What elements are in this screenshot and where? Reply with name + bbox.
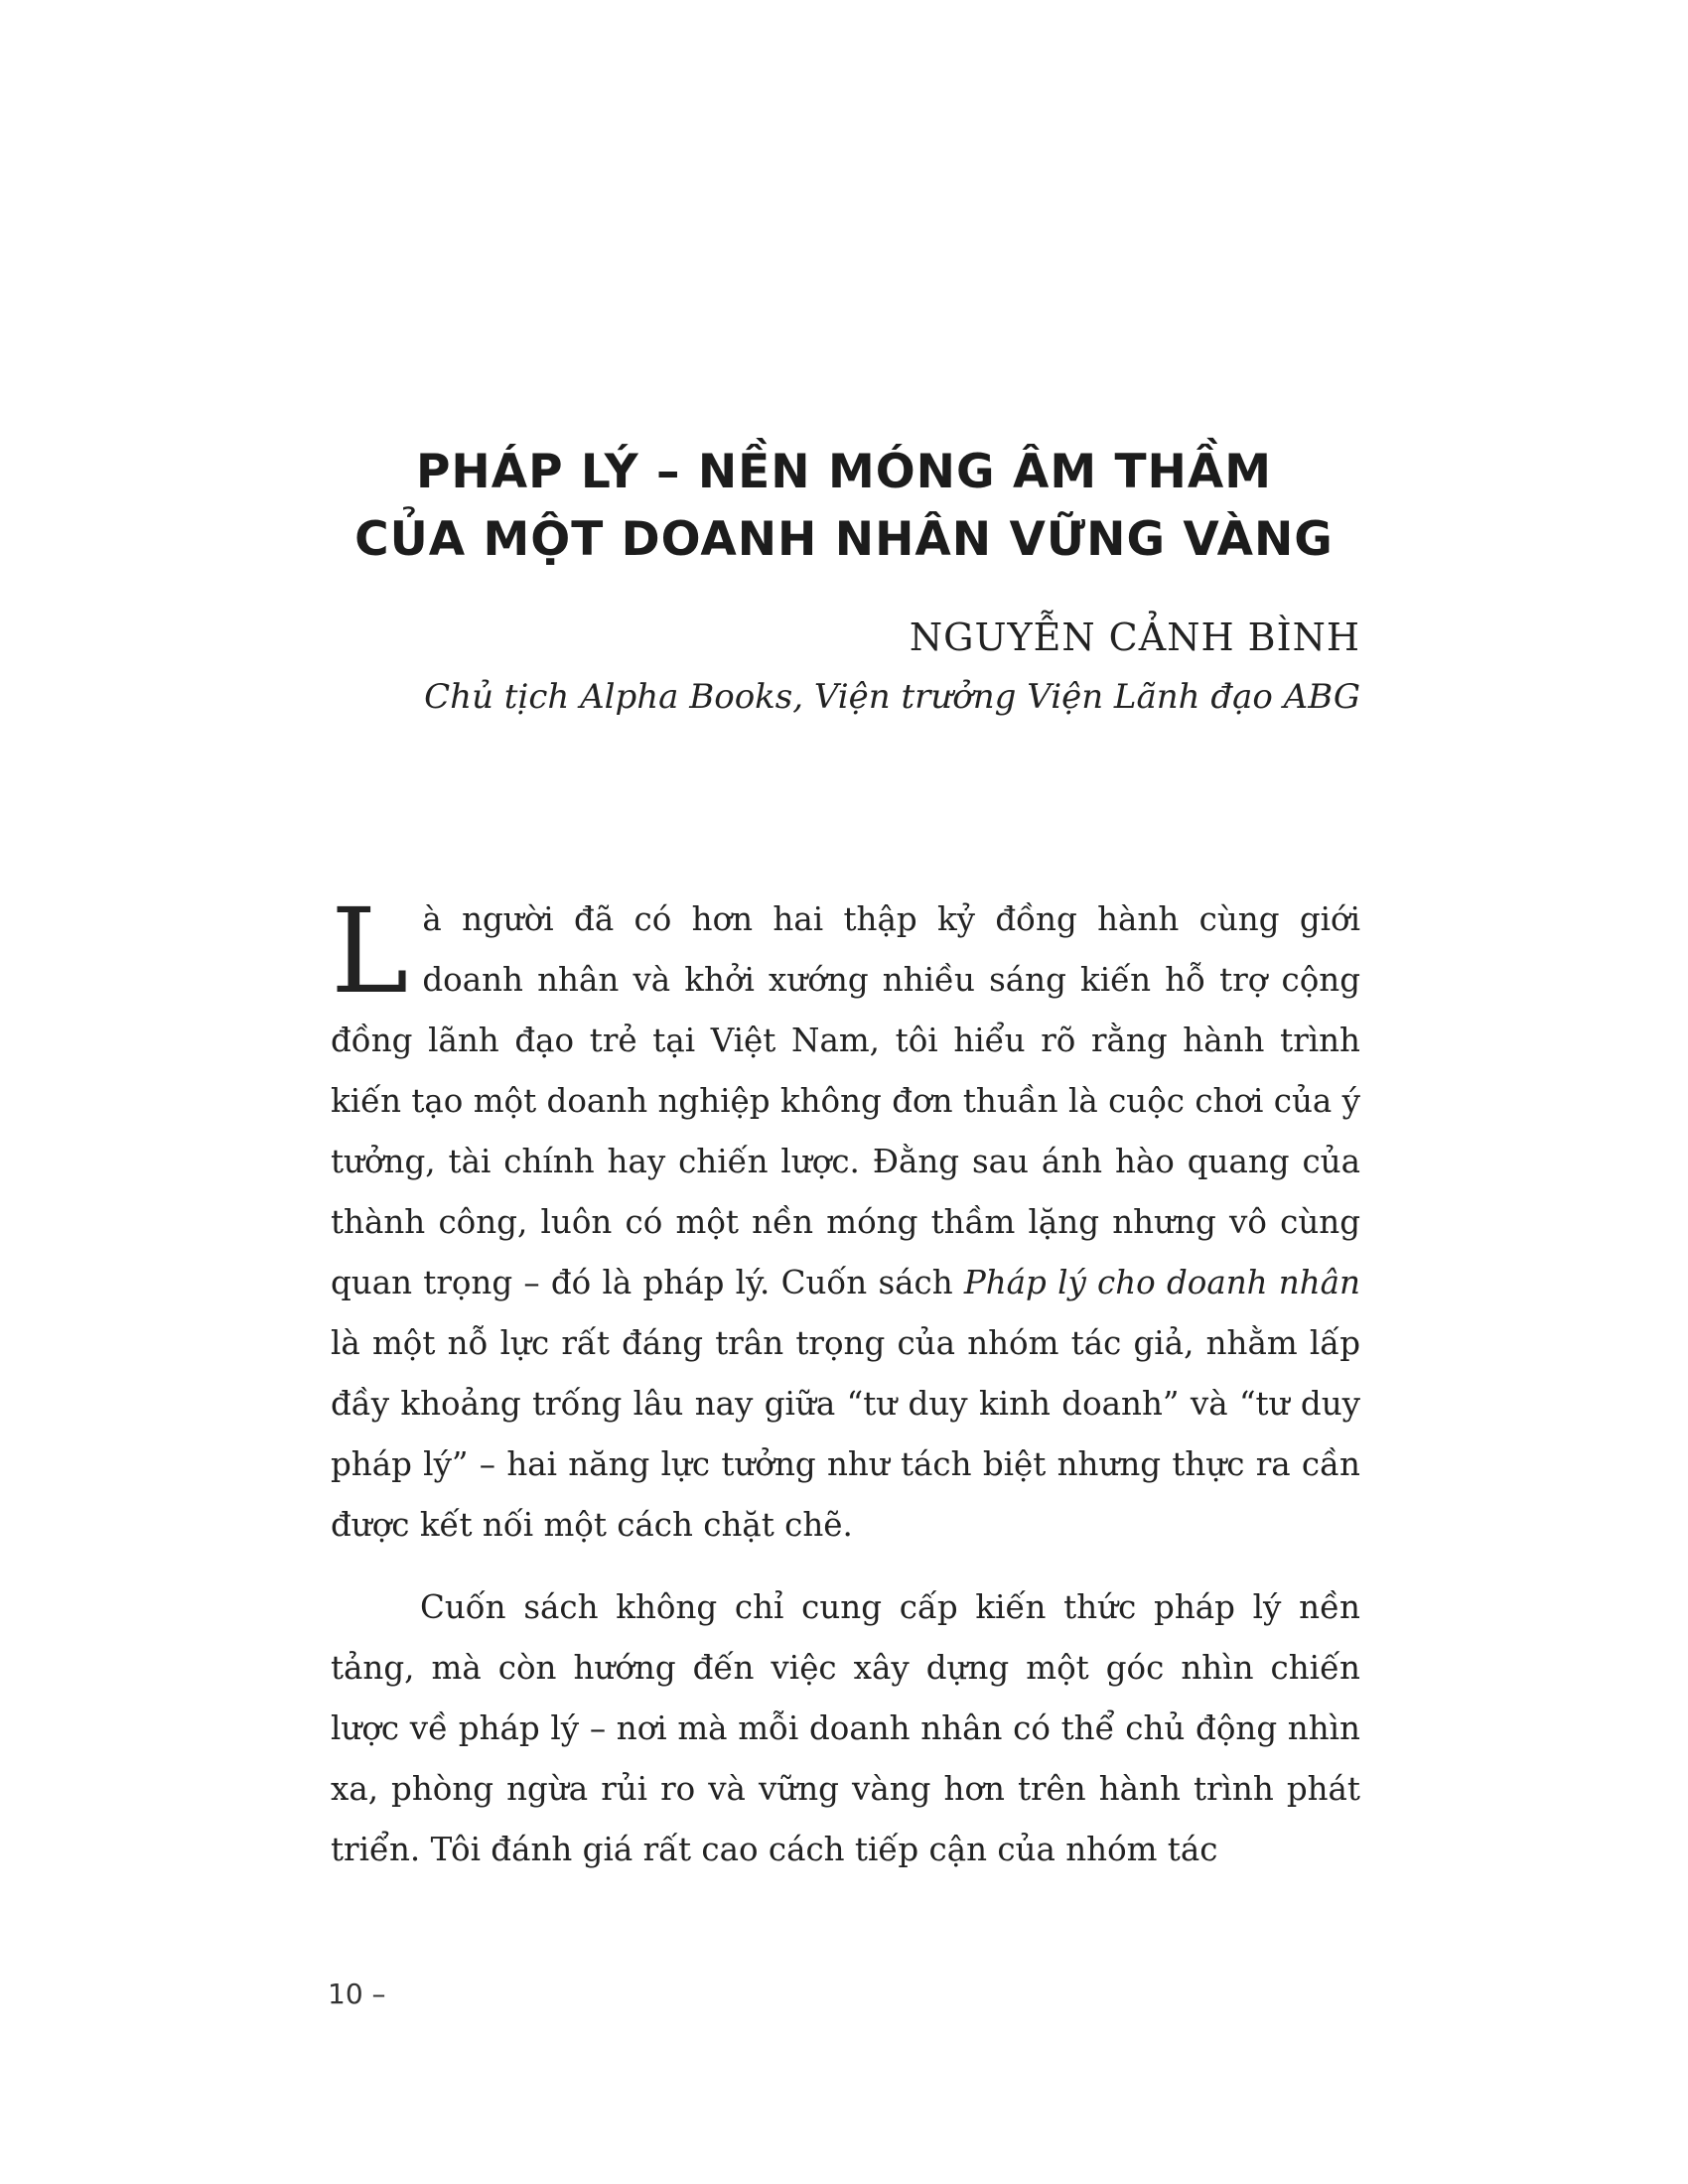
author-block [424,608,1360,727]
paragraph-1-end: là một nỗ lực rất đáng trân trọng của nhóm tác giả, nhằm lấp đầy khoảng trống lâu nay giữa “tư duy kinh doanh” và “tư duy pháp lý” – hai năng lực tưởng như tách biệt nhưng thực ra cần được kết nối một cách chặt chẽ. [331,1324,1360,1544]
book-title-reference: Pháp lý cho doanh nhân [963,1264,1360,1301]
author-name: NGUYỄN CẢNH BÌNH [909,615,1360,659]
drop-cap: L [331,883,409,1020]
chapter-title-line-2: CỦA MỘT DOANH NHÂN VỮNG VÀNG [354,512,1334,567]
author-role: Chủ tịch Alpha Books, Viện trưởng Viện Lãnh đạo ABG [424,677,1360,717]
chapter-title-line-1: PHÁP LÝ – NỀN MÓNG ÂM THẦM [415,445,1273,499]
chapter-title [328,439,1360,574]
page-number: 10 – [328,1978,386,2010]
body-text [331,883,1360,1880]
paragraph-2: Cuốn sách không chỉ cung cấp kiến thức pháp lý nền tảng, mà còn hướng đến việc xây dựng một góc nhìn chiến lược về pháp lý – nơi mà mỗi doanh nhân có thể chủ động nhìn xa, phòng ngừa rủi ro và vững vàng hơn trên hành trình phát triển. Tôi đánh giá rất cao cách tiếp cận của nhóm tác [331,1588,1360,1868]
paragraph-1 [331,883,1360,1556]
paragraph-1-start: à người đã có hơn hai thập kỷ đồng hành cùng giới doanh nhân và khởi xướng nhiều sáng kiến hỗ trợ cộng đồng lãnh đạo trẻ tại Việt Nam, tôi hiểu rõ rằng hành trình kiến tạo một doanh nghiệp không đơn thuần là cuộc chơi của ý tưởng, tài chính hay chiến lược. Đằng sau ánh hào quang của thành công, luôn có một nền móng thầm lặng nhưng vô cùng quan trọng – đó là pháp lý. Cuốn sách [331,900,1360,1301]
